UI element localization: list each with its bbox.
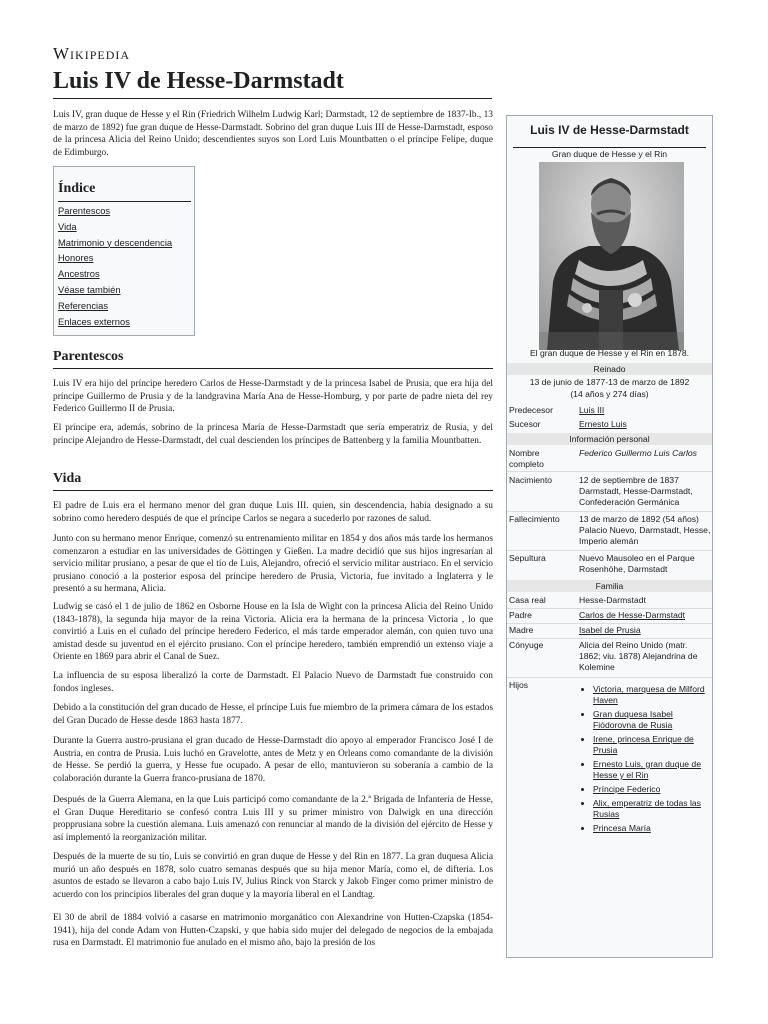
intro-paragraph: Luis IV, gran duque de Hesse y el Rin (Friedrich Wilhelm Ludwig Karl; Darmstadt, 12 de septiembre de 1837-Ib., 13 de marzo de 1892) fue gran duque de Hesse-Darmstadt. Sobrino del gran duque Luis III de Hesse-Darmstadt, esposo de la princesa Alicia del Reino Unido; descendientes suyos son Lord Luis Mountbatten o el príncipe Felipe, duque de Edimburgo. xyxy=(53,110,493,158)
paragraph-vida-7: Después de la Guerra Alemana, en la que Luis participó como comandante de la 2.ª Brigada de Infantería de Hesse, el Gran Duque Hereditario se confesó contra Luis III y su primer ministro von Dalwigk en una dirección propprusiana sobre la cuestión alemana. Luis amenazó con renunciar al mando de la división del ejército de Hesse y así implementó la reorganización militar. xyxy=(53,795,493,843)
heading-vida-rule xyxy=(53,490,493,491)
child-item[interactable]: • Príncipe Federico xyxy=(593,784,711,795)
child-item[interactable]: • Irene, princesa Enrique de Prusia xyxy=(593,734,711,756)
children-list xyxy=(579,684,711,837)
row-value-sucesor[interactable]: Ernesto Luis xyxy=(579,419,627,429)
heading-parentescos: Parentescos xyxy=(53,349,124,364)
row-value-conyuge: Alicia del Reino Unido (matr. 1862; viu. 1878) Alejandrina de Kolemine xyxy=(579,640,698,672)
row-value-fallecimiento: 13 de marzo de 1892 (54 años) Palacio Nuevo, Darmstadt, Hesse, Imperio alemán xyxy=(579,514,711,546)
row-label-padre: Padre xyxy=(509,610,532,620)
row-value-casa-real: Hesse-Darmstadt xyxy=(579,595,646,605)
infobox-section-reinado: Reinado xyxy=(507,363,712,375)
child-item[interactable]: • Ernesto Luis, gran duque de Hesse y el Rin xyxy=(593,759,711,781)
heading-vida: Vida xyxy=(53,471,82,486)
infobox-section-personal: Información personal xyxy=(507,433,712,445)
toc-item-vida[interactable]: Vida xyxy=(58,220,77,232)
row-label-predecesor: Predecesor xyxy=(509,405,553,415)
row-rule xyxy=(507,677,712,678)
child-item[interactable]: • Victoria, marquesa de Milford Haven xyxy=(593,684,711,706)
infobox-title-rule xyxy=(513,147,706,148)
row-label-nacimiento: Nacimiento xyxy=(509,475,552,485)
row-value-padre[interactable]: Carlos de Hesse-Darmstadt xyxy=(579,610,686,620)
reign-dates: 13 de junio de 1877-13 de marzo de 1892 xyxy=(529,377,690,387)
infobox-subtitle: Gran duque de Hesse y el Rin xyxy=(551,149,668,159)
row-rule xyxy=(507,623,712,624)
toc-divider xyxy=(58,201,191,202)
reign-length: (14 años y 274 días) xyxy=(570,389,649,399)
child-item[interactable]: • Princesa María xyxy=(593,823,711,834)
child-item[interactable]: • Gran duquesa Isabel Fiódorovna de Rusia xyxy=(593,709,711,731)
row-label-casa-real: Casa real xyxy=(509,595,546,605)
row-value-sepultura: Nuevo Mausoleo en el Parque Rosenhöhe, Darmstadt xyxy=(579,553,695,574)
row-label-fallecimiento: Fallecimiento xyxy=(509,514,560,524)
row-label-sepultura: Sepultura xyxy=(509,553,546,563)
page-title: Luis IV de Hesse-Darmstadt xyxy=(53,68,344,94)
title-divider xyxy=(53,98,492,99)
row-rule xyxy=(507,608,712,609)
toc-title: Índice xyxy=(58,181,96,196)
row-value-predecesor[interactable]: Luis III xyxy=(579,405,605,415)
wikipedia-wordmark[interactable]: Wikipedia xyxy=(53,44,131,63)
paragraph-vida-2: Junto con su hermano menor Enrique, comenzó su entrenamiento militar en 1854 y dos años más tarde los hermanos comenzaron a estudiar en las universidades de Göttingen y Gießen. La madre decidió que sus hijos ingresarían al servicio militar prusiano, a pesar de que el tío de Luis, Alejandro, ofreció el servicio militar austriaco. En el servicio prusiano conoció a la posterior esposa del príncipe heredero de Prusia, Victoria, fue invitado a Inglaterra y le presentó a su hermana, Alicia. xyxy=(53,534,493,595)
paragraph-vida-6: Durante la Guerra austro-prusiana el gran ducado de Hesse-Darmstadt dio apoyo al emperador Francisco José I de Austria, en contra de Prusia. Luis luchó en Gravelotte, antes de Metz y en Orleans como comandante de la división de Hesse. Se perdió la guerra, y Hesse fue ocupado. A pesar de ello, mantuvieron su soberanía a cambio de la colaboración durante la Guerra franco-prusiana de 1870. xyxy=(53,736,493,784)
row-label-sucesor: Sucesor xyxy=(509,419,541,429)
infobox xyxy=(506,115,713,958)
toc-item-referencias[interactable]: Referencias xyxy=(58,299,109,311)
row-value-nombre: Federico Guillermo Luis Carlos xyxy=(579,448,697,458)
toc-list xyxy=(58,205,172,331)
paragraph-vida-1: El padre de Luis era el hermano menor del gran duque Luis III. quien, sin descendencia, había designado a su sobrino como heredero después de que el príncipe Carlos se negara a sucederlo por razones de salud. xyxy=(53,501,493,524)
paragraph-vida-4: La influencia de su esposa liberalizó la corte de Darmstadt. El Palacio Nuevo de Darmstadt fue construido con fondos ingleses. xyxy=(53,671,493,694)
paragraph-vida-5: Debido a la constitución del gran ducado de Hesse, el príncipe Luis fue miembro de la primera cámara de los estados del Gran Ducado de Hesse desde 1863 hasta 1877. xyxy=(53,703,493,726)
infobox-caption: El gran duque de Hesse y el Rin en 1878. xyxy=(529,348,690,358)
row-value-madre[interactable]: Isabel de Prusia xyxy=(579,625,641,635)
infobox-section-familia: Familia xyxy=(507,580,712,592)
paragraph-vida-8: Después de la muerte de su tío, Luis se convirtió en gran duque de Hesse y del Rin en 1877. La gran duquesa Alicia murió un año después en 1878, solo cuatro semanas después que su hija menor María, como el, de difteria. Los asuntos de estado se llevaron a cabo bajo Luis IV, Julius Rinck von Starck y Jakob Finger como primer ministro de acuerdo con los principios liberales del gran duque y la mayoría liberal en el Landtag. xyxy=(53,852,493,900)
table-of-contents xyxy=(53,166,195,336)
paragraph-parentescos-2: El príncipe era, además, sobrino de la princesa María de Hesse-Darmstadt que sería emperatriz de Rusia, y del príncipe Alejandro de Hesse-Darmstadt, del cual descienden los príncipes de Battenberg y la familia Mountbatten. xyxy=(53,423,493,446)
toc-item-ancestros[interactable]: Ancestros xyxy=(58,268,100,280)
row-rule xyxy=(507,511,712,512)
toc-item-vease-tambien[interactable]: Véase también xyxy=(58,283,121,295)
row-rule xyxy=(507,471,712,472)
heading-parentescos-rule xyxy=(53,368,493,369)
row-rule xyxy=(507,638,712,639)
row-label-conyuge: Cónyuge xyxy=(509,640,544,650)
toc-item-parentescos[interactable]: Parentescos xyxy=(58,205,111,216)
toc-item-matrimonio[interactable]: Matrimonio y descendencia xyxy=(58,236,173,248)
toc-item-enlaces-externos[interactable]: Enlaces externos xyxy=(58,315,130,327)
row-label-nombre: Nombre completo xyxy=(509,448,544,469)
paragraph-vida-3: Ludwig se casó el 1 de julio de 1862 en Osborne House en la Isla de Wight con la princesa Alicia del Reino Unido (1843-1878), la segunda hija mayor de la reina Victoria. Alicia era la hermana de la princesa Victoria , lo que convirtió a Luis en el cuñado del príncipe heredero Federico, el más tarde emperador alemán, con quien tuvo una amistad desde su juventud en el ejército prusiano. Con el príncipe heredero, también emprendió un extenso viaje a Oriente en 1869 para abrir el Canal de Suez. xyxy=(53,602,493,663)
row-value-nacimiento: 12 de septiembre de 1837 Darmstadt, Hesse-Darmstadt, Confederación Germánica xyxy=(579,475,693,507)
portrait-image[interactable] xyxy=(539,162,684,350)
row-rule xyxy=(507,550,712,551)
paragraph-vida-9: El 30 de abril de 1884 volvió a casarse en matrimonio morganático con Alexandrine von Hutten-Czapska (1854-1941), hija del conde Adam von Hutten-Czapski, y que había sido mujer del delegado de negocios de la embajada rusa en Darmstadt. El matrimonio fue anulado en el mismo año, bajo la presión de los xyxy=(53,913,493,949)
child-item[interactable]: • Alix, emperatriz de todas las Rusias xyxy=(593,798,711,820)
toc-item-honores[interactable]: Honores xyxy=(58,252,94,264)
paragraph-parentescos-1: Luis IV era hijo del príncipe heredero Carlos de Hesse-Darmstadt y de la princesa Isabel de Prusia, que era hija del príncipe Guillermo de Prusia y de la landgravina María Ana de Hesse-Homburg, y por parte de padre nieta del rey Federico Guillermo II de Prusia. xyxy=(53,379,493,415)
infobox-title: Luis IV de Hesse-Darmstadt xyxy=(530,123,689,137)
row-label-madre: Madre xyxy=(509,625,534,635)
row-label-hijos: Hijos xyxy=(509,680,529,690)
